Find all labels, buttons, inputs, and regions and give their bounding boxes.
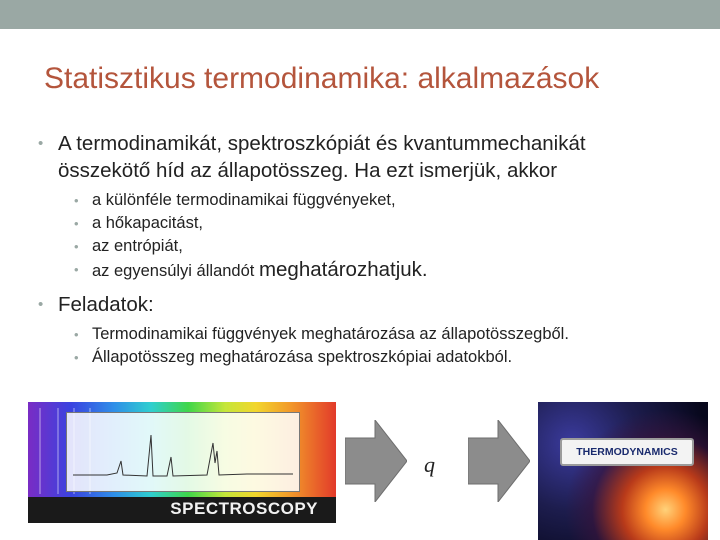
bullet-item — [28, 291, 698, 318]
bullet-dot-icon: • — [38, 296, 44, 313]
bullet-item — [28, 130, 698, 184]
bullet-dot-icon: • — [74, 350, 79, 365]
sub-bullet-text: Termodinamikai függvények meghatározása az állapotösszegből. — [92, 325, 569, 343]
sub-bullet-text: az entrópiát, — [92, 237, 183, 255]
sub-bullet-text-large: meghatározhatjuk. — [258, 258, 428, 281]
thermodynamics-label: THERMODYNAMICS — [560, 438, 694, 466]
bullet-dot-icon: • — [74, 216, 79, 231]
thermodynamics-image — [538, 402, 708, 540]
partition-function-symbol: q — [424, 452, 435, 477]
arrow-right-icon — [468, 420, 530, 502]
sub-bullet-text: a különféle termodinamikai függvényeket, — [92, 191, 396, 209]
bullet-dot-icon: • — [74, 239, 79, 254]
sub-bullet-text: az egyensúlyi állandót — [92, 262, 255, 280]
sub-bullet-item — [28, 323, 698, 346]
sub-bullet-item — [28, 189, 698, 212]
sub-bullet-item — [28, 258, 698, 283]
bullet-list — [28, 130, 698, 369]
arrow-right-icon — [345, 420, 407, 502]
bullet-dot-icon: • — [74, 193, 79, 208]
bullet-text: összekötő híd az állapotösszeg. Ha ezt ismerjük, akkor — [58, 159, 558, 182]
spectroscopy-label: SPECTROSCOPY — [170, 499, 318, 518]
bullet-dot-icon: • — [38, 135, 44, 152]
bullet-dot-icon: • — [74, 327, 79, 342]
spectrum-curve-graphic — [67, 413, 299, 491]
spectroscopy-image — [28, 402, 336, 523]
slide-title: Statisztikus termodinamika: alkalmazások — [44, 62, 600, 95]
bullet-text: A termodinamikát, spektroszkópiát és kvantummechanikát — [58, 132, 586, 155]
bullet-dot-icon: • — [74, 262, 79, 277]
spectrum-plot — [66, 412, 300, 492]
top-bar — [0, 0, 720, 29]
sub-bullet-text: Állapotösszeg meghatározása spektroszkópiai adatokból. — [92, 348, 513, 366]
sub-bullet-item — [28, 235, 698, 258]
sub-bullet-item — [28, 212, 698, 235]
sub-bullet-text: a hőkapacitást, — [92, 214, 203, 232]
bullet-text: Feladatok: — [58, 293, 154, 316]
sub-bullet-item — [28, 346, 698, 369]
